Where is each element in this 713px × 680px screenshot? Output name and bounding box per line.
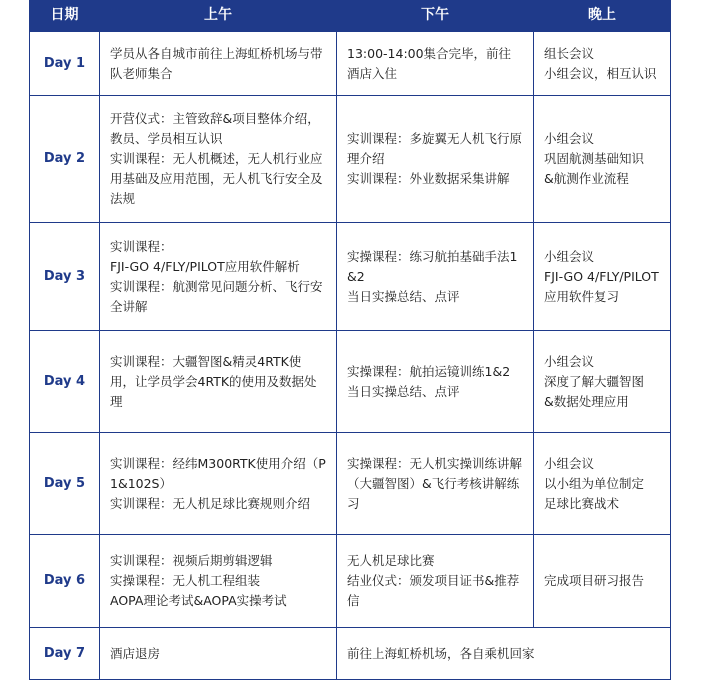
afternoon-cell <box>337 535 534 628</box>
afternoon-cell <box>337 96 534 223</box>
evening-line: 小组会议，相互认识 <box>544 65 657 81</box>
morning-line: FJI-GO 4/FLY/PILOT应用软件解析 <box>110 258 300 274</box>
evening-cell <box>534 32 671 96</box>
morning-line: 实训课程：无人机概述，无人机行业应用基础及应用范围，无人机飞行安全及法规 <box>110 151 323 206</box>
afternoon-line: 实操课程：练习航拍基础手法1&2 <box>347 248 518 284</box>
afternoon-line: 当日实操总结、点评 <box>347 288 460 304</box>
afternoon-line: 当日实操总结、点评 <box>347 383 460 399</box>
morning-cell: 酒店退房 <box>100 628 337 680</box>
afternoon-line: 实操课程：航拍运镜训练1&2 <box>347 363 511 379</box>
evening-cell <box>534 96 671 223</box>
header-afternoon: 下午 <box>337 0 534 32</box>
morning-line: 实训课程： <box>110 238 173 254</box>
table-row <box>30 223 671 331</box>
afternoon-evening-cell: 前往上海虹桥机场，各自乘机回家 <box>337 628 671 680</box>
afternoon-line: 无人机足球比赛 <box>347 553 435 568</box>
morning-cell <box>100 535 337 628</box>
day-cell: Day 4 <box>30 331 100 433</box>
evening-cell <box>534 535 671 628</box>
afternoon-line: 13:00-14:00集合完毕，前往酒店入住 <box>347 45 512 81</box>
table-row <box>30 331 671 433</box>
table-row <box>30 32 671 96</box>
day-cell: Day 7 <box>30 628 100 680</box>
table-row-last <box>30 628 671 680</box>
header-evening: 晚上 <box>534 0 671 32</box>
morning-line: 实训课程：视频后期剪辑逻辑 <box>110 553 273 568</box>
morning-line: 学员从各自城市前往上海虹桥机场与带队老师集合 <box>110 45 323 81</box>
afternoon-line: 实训课程：多旋翼无人机飞行原理介绍 <box>347 131 523 166</box>
morning-line: 实训课程：大疆智图&精灵4RTK使用，让学员学会4RTK的使用及数据处理 <box>110 353 317 409</box>
evening-line: 小组会议 <box>544 131 595 146</box>
evening-cell <box>534 433 671 535</box>
morning-line: 实操课程：无人机工程组装 <box>110 573 261 588</box>
evening-line: 深度了解大疆智图 <box>544 373 645 389</box>
morning-line: 实训课程：航测常见问题分析、飞行安全讲解 <box>110 278 323 314</box>
morning-cell <box>100 96 337 223</box>
evening-line: 小组会议 <box>544 455 595 471</box>
evening-line: 组长会议 <box>544 45 595 61</box>
table-row <box>30 96 671 223</box>
afternoon-cell <box>337 32 534 96</box>
table-row <box>30 433 671 535</box>
header-row <box>30 0 671 32</box>
evening-line: 足球比赛战术 <box>544 495 620 511</box>
afternoon-line: 实操课程：无人机实操训练讲解（大疆智图）&飞行考核讲解练习 <box>347 455 523 511</box>
morning-cell <box>100 32 337 96</box>
evening-cell <box>534 331 671 433</box>
day-cell: Day 5 <box>30 433 100 535</box>
evening-line: 以小组为单位制定 <box>544 475 645 491</box>
day-cell: Day 3 <box>30 223 100 331</box>
morning-cell <box>100 331 337 433</box>
afternoon-line: 结业仪式：颁发项目证书&推荐信 <box>347 573 520 608</box>
evening-line: &航测作业流程 <box>544 171 629 186</box>
evening-line: &数据处理应用 <box>544 393 629 409</box>
schedule-table <box>29 0 671 680</box>
evening-line: FJI-GO 4/FLY/PILOT <box>544 268 659 284</box>
day-cell: Day 1 <box>30 32 100 96</box>
evening-line: 完成项目研习报告 <box>544 573 645 588</box>
morning-line: 开营仪式：主管致辞&项目整体介绍，教员、学员相互认识 <box>110 111 320 146</box>
day-cell: Day 6 <box>30 535 100 628</box>
morning-cell <box>100 433 337 535</box>
afternoon-cell <box>337 433 534 535</box>
table-row <box>30 535 671 628</box>
header-date: 日期 <box>30 0 100 32</box>
afternoon-line: 实训课程：外业数据采集讲解 <box>347 171 510 186</box>
header-morning: 上午 <box>100 0 337 32</box>
afternoon-cell <box>337 331 534 433</box>
evening-line: 小组会议 <box>544 248 595 264</box>
morning-line: 实训课程：经纬M300RTK使用介绍（P1&102S） <box>110 455 326 491</box>
evening-cell <box>534 223 671 331</box>
morning-line: 实训课程：无人机足球比赛规则介绍 <box>110 495 311 511</box>
day-cell: Day 2 <box>30 96 100 223</box>
schedule-body <box>30 32 671 680</box>
evening-line: 应用软件复习 <box>544 288 620 304</box>
evening-line: 小组会议 <box>544 353 595 369</box>
afternoon-cell <box>337 223 534 331</box>
morning-line: AOPA理论考试&AOPA实操考试 <box>110 593 287 608</box>
evening-line: 巩固航测基础知识 <box>544 151 645 166</box>
morning-cell <box>100 223 337 331</box>
